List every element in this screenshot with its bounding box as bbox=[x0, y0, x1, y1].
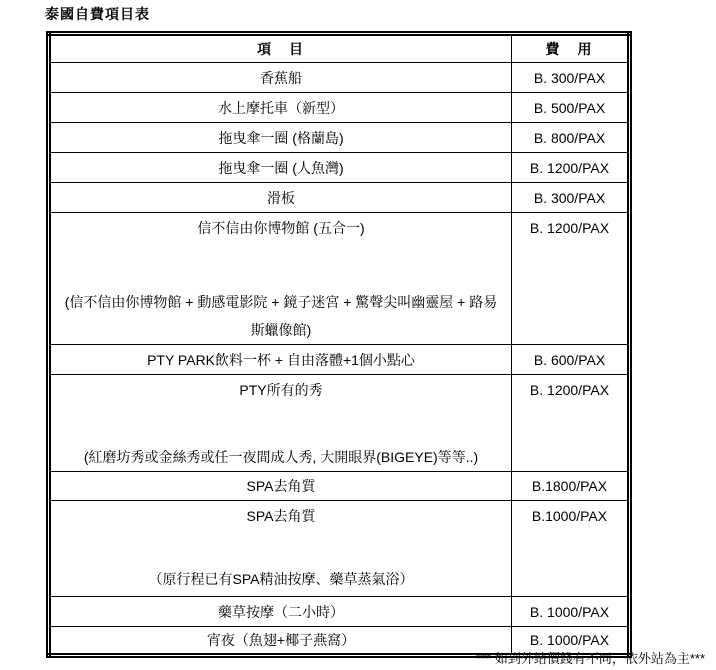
fee-label: B. 600/PAX bbox=[533, 351, 606, 368]
item-note-line: (信不信由你博物館 + 動感電影院 + 鏡子迷宮 + 驚聲尖叫幽靈屋 + 路易 bbox=[64, 294, 498, 310]
fee-label: B. 500/PAX bbox=[533, 99, 606, 116]
item-label: PTY PARK飲料一杯 + 自由落體+1個小點心 bbox=[147, 351, 415, 368]
fee-label: B. 300/PAX bbox=[533, 69, 606, 86]
item-label: 香蕉船 bbox=[260, 69, 302, 86]
fee-cell bbox=[512, 597, 630, 627]
fee-cell bbox=[512, 93, 630, 123]
item-cell bbox=[49, 63, 512, 93]
item-label: 宵夜（魚翅+椰子燕窩） bbox=[206, 632, 356, 648]
fee-cell bbox=[512, 153, 630, 183]
item-note-line: （原行程已有SPA精油按摩、藥草蒸氣浴） bbox=[148, 571, 414, 587]
fee-cell bbox=[512, 472, 630, 501]
item-cell bbox=[49, 627, 512, 656]
item-label: SPA去角質 bbox=[246, 478, 316, 494]
table-row bbox=[49, 501, 630, 597]
item-label: SPA去角質 bbox=[246, 508, 316, 524]
item-cell bbox=[49, 501, 512, 597]
item-note bbox=[51, 288, 511, 344]
fee-cell bbox=[512, 63, 630, 93]
fee-cell bbox=[512, 375, 630, 472]
fee-label: B. 1200/PAX bbox=[529, 220, 610, 236]
fee-cell bbox=[512, 213, 630, 345]
fee-label: B.1000/PAX bbox=[531, 508, 608, 524]
fee-label: B. 1200/PAX bbox=[529, 159, 610, 176]
table-row bbox=[49, 153, 630, 183]
table-row bbox=[49, 375, 630, 472]
item-label: PTY所有的秀 bbox=[239, 382, 323, 398]
item-cell bbox=[49, 472, 512, 501]
item-label: 水上摩托車（新型） bbox=[218, 99, 344, 116]
fee-cell bbox=[512, 501, 630, 597]
fee-cell bbox=[512, 183, 630, 213]
item-cell bbox=[49, 93, 512, 123]
table-row bbox=[49, 123, 630, 153]
fee-cell bbox=[512, 345, 630, 375]
item-note bbox=[51, 565, 511, 593]
fee-label: B. 1000/PAX bbox=[529, 632, 610, 648]
item-note-line: (紅磨坊秀或金絲秀或任一夜間成人秀, 大開眼界(BIGEYE)等等..) bbox=[83, 449, 479, 465]
item-cell bbox=[49, 345, 512, 375]
fee-table bbox=[46, 31, 632, 658]
page-title: 泰國自費項目表 bbox=[45, 6, 150, 22]
fee-label: B. 800/PAX bbox=[533, 129, 606, 146]
table-row bbox=[49, 183, 630, 213]
item-label: 拖曳傘一圈 (人魚灣) bbox=[218, 159, 344, 176]
fee-label: B.1800/PAX bbox=[531, 478, 608, 494]
item-label: 滑板 bbox=[267, 189, 295, 206]
table-row bbox=[49, 63, 630, 93]
item-cell bbox=[49, 153, 512, 183]
col-header-item: 項 目 bbox=[49, 34, 512, 63]
item-label: 拖曳傘一圈 (格蘭島) bbox=[218, 129, 344, 146]
footnote: *** 如到外站價錢有不同，依外站為主*** bbox=[476, 651, 705, 666]
item-label: 信不信由你博物館 (五合一) bbox=[197, 220, 365, 236]
fee-label: B. 300/PAX bbox=[533, 189, 606, 206]
item-cell bbox=[49, 183, 512, 213]
table-row bbox=[49, 597, 630, 627]
col-header-fee: 費 用 bbox=[512, 34, 630, 63]
item-cell bbox=[49, 213, 512, 345]
table-row bbox=[49, 472, 630, 501]
item-label: 藥草按摩（二小時） bbox=[218, 603, 344, 620]
table-row bbox=[49, 213, 630, 345]
item-cell bbox=[49, 375, 512, 472]
fee-label: B. 1000/PAX bbox=[529, 603, 610, 620]
table-row bbox=[49, 345, 630, 375]
item-note bbox=[51, 443, 511, 471]
item-cell bbox=[49, 597, 512, 627]
item-note-line: 斯蠟像館) bbox=[250, 322, 312, 338]
header-row bbox=[49, 34, 630, 63]
fee-label: B. 1200/PAX bbox=[529, 382, 610, 398]
table-row bbox=[49, 93, 630, 123]
fee-cell bbox=[512, 123, 630, 153]
item-cell bbox=[49, 123, 512, 153]
